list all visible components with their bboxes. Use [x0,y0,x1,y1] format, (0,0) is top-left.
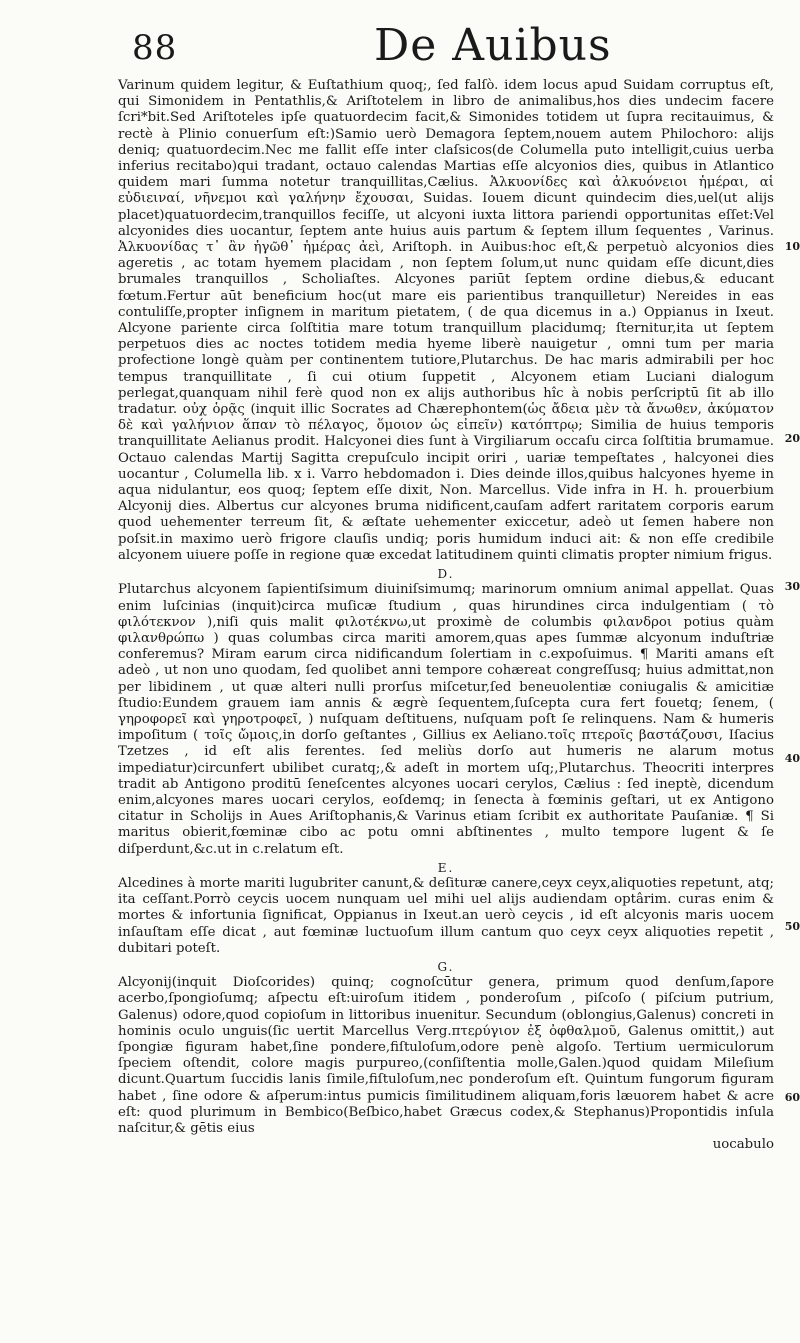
margin-line-number: 40 [784,752,800,765]
section-letter-d: D. [437,567,455,582]
page-header [0,20,800,80]
section-g-text: Alcyonij(inquit Dioſcorides) quinq; cognoſcūtur genera, primum quod denſum,ſapore acerbo,ſpongioſumq; aſpectu eſt:uiroſum itidem , ponderoſum , piſcoſo ( piſcium putrium, Galenus) odore,quod copioſum in littoribus inuenitur. Secundum (oblongius,Galenus) concreti in hominis oculo unguis(ſic uertit Marcellus Verg.πτερύγιον ἐξ ὀφθαλμοῦ, Galenus omittit,) aut ſpongiæ figuram habet,ſine pondere,fiſtuloſum,odore penè algoſo. Tertium uermiculorum ſpeciem oſtendit, colore magis purpureo,(conſiſtentia molle,Galen.)quod quidam Mileſium dicunt.Quartum ſuccidis lanis ſimile,fiſtuloſum,nec ponderoſum eſt. Quintum fungorum figuram habet , ſine odore & aſperum:intus pumicis ſimilitudinem aliquam,foris læuorem habet & acre eſt: quod plurimum in Bembico(Beſbico,habet Græcus codex,& Stephanus)Propontidis inſula naſcitur,& gētis eius [118,975,774,1136]
section-letter-g: G. [437,959,455,974]
text-body [118,78,774,1153]
running-head: De Auibus [374,20,612,71]
margin-line-number: 30 [784,580,800,593]
section-letter-e: E. [437,860,455,875]
margin-line-number: 20 [784,432,800,445]
page-number: 88 [132,28,178,68]
margin-line-number: 10 [784,240,800,253]
section-d-text: Plutarchus alcyonem ſapientiſsimum diuiniſsimumq; marinorum omnium animal appellat. Quas enim luſcinias (inquit)circa muſicæ ſtudium , quas hirundines circa indulgentiam ( τὸ φιλότεκνον ),niſi quis malit φιλοτέκνω,ut proximè de columbis φιλανδροι potius quàm φιλανθρώπω ) quas columbas circa mariti amorem,quas apes ſummæ alcyonum induſtriæ conferemus? Miram earum circa nidificandum ſolertiam in c.expoſuimus. ¶ Mariti amans eſt adeò , ut non uno quodam, ſed quolibet anni tempore cohæreat congreſſusq; huius admittat,non per libidinem , ut quæ alteri nulli prorſus miſcetur,ſed beneuolentiæ coniugalis & amicitiæ ſtudio:Eundem grauem iam annis & ægrè ſequentem,ſuſcepta cura fert fouetq; ſenem, ( γηροφορεῖ καὶ γηροτροφεῖ, ) nuſquam deſtituens, nuſquam poſt ſe relinquens. Nam & humeris impoſitum ( τοῖς ὤμοις,in dorſo geſtantes , Gillius ex Aeliano.τοῖς πτεροῖς βαστάζουσι, Iſacius Tzetzes , id eſt alis ferentes. ſed meliùs dorſo aut humeris ne alarum motus impediatur)circunfert ubilibet curatq;,& adeſt in mortem uſq;,Plutarchus. Theocriti interpres tradit ab Antigono proditū ſeneſcentes alcyones uocari cerylos, Cælius : ſed ineptè, dicendum enim,alcyones mares uocari cerylos, eoſdemq; in ſenecta à fœminis geſtari, ut ex Antigono citatur in Scholijs in Aues Ariſtophanis,& Varinus etiam ſcribit ex authoritate Pauſaniæ. ¶ Si maritus obierit,fœminæ cibo ac potu omni abſtinentes , multo tempore lugent & ſe diſperdunt,&c.ut in c.relatum eſt. [118,582,774,857]
catchword: uocabulo [712,1137,774,1153]
margin-line-number: 50 [784,920,800,933]
section-e-text: Alcedines à morte mariti lugubriter canunt,& deſituræ canere,ceyx ceyx,aliquoties repetunt, atq; ita ceſſant.Porrò ceycis uocem nunquam uel mihi uel alijs audiendam optârim. curas enim & mortes & infortunia ſignificat, Oppianus in Ixeut.an uerò ceycis , id eſt alcyonis maris uocem inſauſtam eſſe dicat , aut fœminæ luctuoſum illum cantum quo ceyx ceyx aliquoties repetit , dubitari poteſt. [118,875,774,956]
section-c-text: Varinum quidem legitur, & Euſtathium quoq;, ſed falſò. idem locus apud Suidam corruptus eſt, qui Simonidem in Pentathlis,& Ariſtotelem in libro de animalibus,hos dies undecim facere ſcri*bit.Sed Ariſtoteles ipſe quatuordecim facit,& Simonides totidem ut ſupra recitauimus, & rectè à Plinio conuerſum eſt:)Samio uerò Demagora ſeptem,nouem autem Philochoro: alijs deniq; quatuordecim.Nec me fallit eſſe inter claſsicos(de Columella puto intelligit,cuius uerba inferius recitabo)qui tradant, octauo calendas Martias eſſe alcyonios dies, quibus in Atlantico quidem mari ſumma notetur tranquillitas,Cælius. Ἀλκυονίδες καὶ ἀλκυόνειοι ἡμέραι, αἱ εὐδιειναί, νῆνεμοι καὶ γαλήνην ἔχουσαι, Suidas. Iouem dicunt quindecim dies,uel(ut alijs placet)quatuordecim,tranquillos feciſſe, ut alcyoni iuxta littora pariendi opportunitas eſſet:Vel alcyonides dies uocantur, ſeptem ante huius auis partum & ſeptem illum ſequentes , Varinus. Ἀλκυονίδας τ᾽ ἂν ἡγῶθ᾽ ἡμέρας ἀεὶ, Ariſtoph. in Auibus:hoc eſt,& perpetuò alcyonios dies ageretis , ac totam hyemem placidam , non ſeptem ſolum,ut nunc quidam eſſe dicunt,dies brumales tranquillos , Scholiaſtes. Alcyones pariūt ſeptem ordine diebus,& educant fœtum.Fertur aūt beneficium hoc(ut mare eis parientibus tranquilletur) Nereides in eas contuliſſe,propter inſignem in maritum pietatem, ( de qua dicemus in a.) Oppianus in Ixeut. Alcyone pariente circa ſolſtitia mare totum tranquillum placidumq; ſternitur,ita ut ſeptem perpetuos dies ac noctes totidem media hyeme liberè nauigetur , omni tum per maria profectione longè quàm per continentem tutiore,Plutarchus. De hac maris admirabili per hoc tempus tranquillitate , ſi cui otium ſuppetit , Alcyonem etiam Luciani dialogum perlegat,quanquam nihil ferè quod non ex alijs authoribus hîc à nobis perſcriptū ſit ab illo tradatur. οὐχ ὁρᾷς (inquit illic Socrates ad Chærephontem(ὡς ἄδεια μὲν τὰ ἄνωθεν, ἀκύματον δὲ καὶ γαλήνιον ἅπαν τὸ πέλαγος, ὅμοιον ὡς εἰπεῖν) κατόπτρῳ; Similia de huius temporis tranquillitate Aelianus prodit. Halcyonei dies ſunt à Virgiliarum occaſu circa ſolſtitia brumamue. Octauo calendas Martij Sagitta crepuſculo incipit oriri , uariæ tempeſtates , halcyonei dies uocantur , Columella lib. x i. Varro hebdomadon i. Dies deinde illos,quibus halcyones hyeme in aqua nidulantur, eos quoq; ſeptem eſſe dixit, Non. Marcellus. Vide infra in H. h. prouerbium Alcyonij dies. Albertus cur alcyones bruma nidificent,cauſam adfert raritatem corporis earum quod uehementer terreum ſit, & æſtate uehementer exiccetur, adeò ut ſemen habere non poſsit.in maximo uerò frigore clauſis undiq; poris humidum induci ait: & non eſſe credibile alcyonem uiuere poſſe in regione quæ excedat latitudinem quinti climatis propter nimium frigus. [118,78,774,563]
margin-line-number: 60 [784,1091,800,1104]
